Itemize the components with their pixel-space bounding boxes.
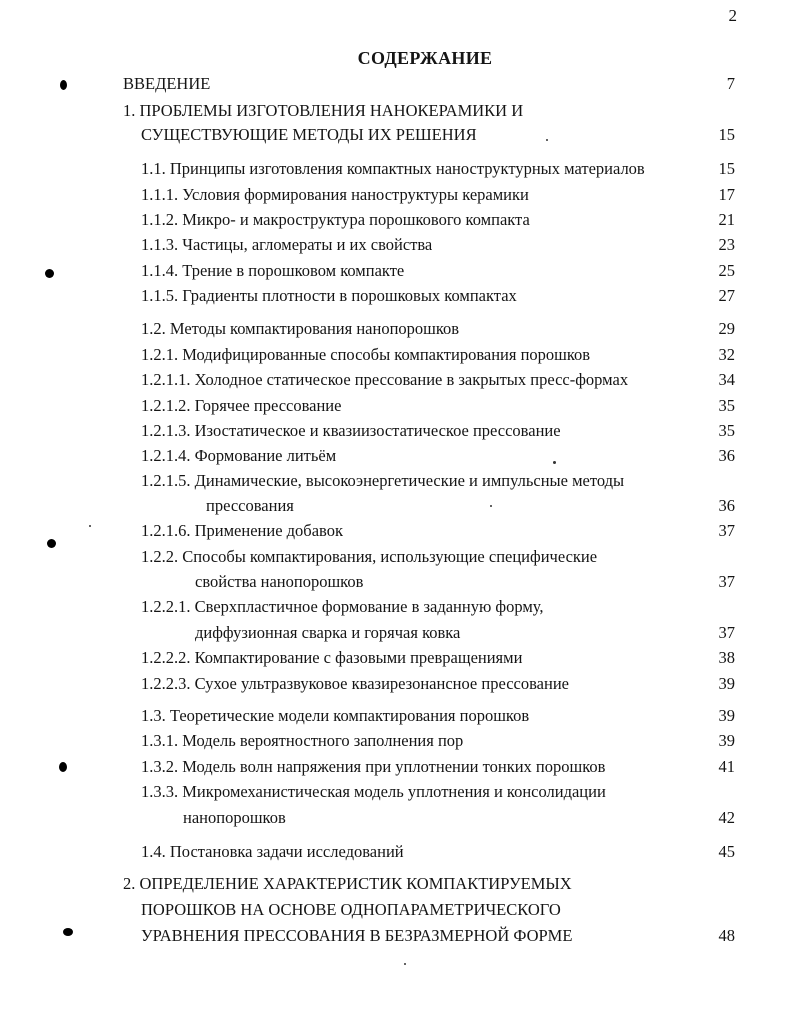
page-title: СОДЕРЖАНИЕ [357, 48, 493, 68]
toc-entry-text: 1.1.3. Частицы, агломераты и их свойства [141, 235, 433, 254]
toc-entry-text: нанопорошков [183, 808, 286, 827]
binder-hole-mark [45, 269, 54, 278]
toc-entry-text: прессования [206, 496, 294, 515]
toc-entry-text: 2. ОПРЕДЕЛЕНИЕ ХАРАКТЕРИСТИК КОМПАКТИРУЕМЫХ [123, 874, 572, 893]
toc-entry-page: 35 [718, 421, 735, 440]
toc-entry-text: 1.1.4. Трение в порошковом компакте [141, 261, 405, 280]
toc-entry-page: 41 [718, 757, 735, 776]
toc-entry-text: свойства нанопорошков [195, 572, 364, 591]
toc-entry-page: 35 [718, 396, 735, 415]
toc-entry-page: 23 [718, 235, 735, 254]
scan-speck [553, 461, 556, 464]
page-number: 2 [728, 6, 737, 25]
toc-entry-page: 27 [718, 286, 735, 305]
toc-entry-text: 1.1. Принципы изготовления компактных наноструктурных материалов [141, 159, 645, 178]
toc-entry-page: 32 [718, 345, 735, 364]
toc-entry-text: 1.2.2.2. Компактирование с фазовыми превращениями [141, 648, 523, 667]
toc-entry-page: 37 [718, 572, 735, 591]
toc-entry-text: 1.2.1.1. Холодное статическое прессование в закрытых пресс-формах [141, 370, 629, 389]
toc-entry-text: 1.3. Теоретические модели компактирования порошков [141, 706, 530, 725]
toc-entry-text: 1.2.2.3. Сухое ультразвуковое квазирезонансное прессование [141, 674, 569, 693]
scan-speck [546, 139, 548, 141]
toc-entry-page: 48 [718, 926, 735, 945]
toc-entry-page: 36 [718, 496, 735, 515]
toc-entry-text: 1.2.2. Способы компактирования, использующие специфические [141, 547, 598, 566]
toc-entry-page: 34 [718, 370, 735, 389]
toc-entry-page: 15 [718, 125, 735, 144]
toc-entry-page: 17 [718, 185, 735, 204]
binder-hole-mark [47, 539, 56, 548]
toc-entry-text: 1.1.1. Условия формирования наноструктуры керамики [141, 185, 529, 204]
binder-hole-mark [59, 762, 67, 772]
binder-hole-mark [60, 80, 67, 90]
toc-entry-page: 42 [718, 808, 735, 827]
toc-entry-text: 1.3.3. Микромеханистическая модель уплотнения и консолидации [141, 782, 606, 801]
toc-entry-text: 1.1.5. Градиенты плотности в порошковых компактах [141, 286, 517, 305]
scan-speck [89, 525, 91, 527]
toc-entry-text: 1.2.1.3. Изостатическое и квазиизостатическое прессование [141, 421, 561, 440]
toc-entry-text: 1.2.1. Модифицированные способы компактирования порошков [141, 345, 591, 364]
toc-entry-text: ВВЕДЕНИЕ [123, 74, 211, 93]
toc-entry-text: СУЩЕСТВУЮЩИЕ МЕТОДЫ ИХ РЕШЕНИЯ [141, 125, 477, 144]
toc-entry-page: 39 [718, 731, 735, 750]
toc-entry-page: 37 [718, 521, 735, 540]
toc-entry-page: 7 [726, 74, 735, 93]
toc-entry-text: 1. ПРОБЛЕМЫ ИЗГОТОВЛЕНИЯ НАНОКЕРАМИКИ И [123, 101, 524, 120]
toc-entry-text: 1.2.2.1. Сверхпластичное формование в заданную форму, [141, 597, 544, 616]
toc-entry-text: 1.2.1.6. Применение добавок [141, 521, 343, 540]
toc-entry-text: ПОРОШКОВ НА ОСНОВЕ ОДНОПАРАМЕТРИЧЕСКОГО [141, 900, 561, 919]
scan-speck [404, 963, 406, 965]
toc-entry-text: 1.2.1.2. Горячее прессование [141, 396, 342, 415]
toc-entry-text: диффузионная сварка и горячая ковка [195, 623, 461, 642]
binder-hole-mark [63, 928, 73, 936]
toc-entry-page: 39 [718, 706, 735, 725]
toc-entry-page: 21 [718, 210, 735, 229]
toc-entry-page: 37 [718, 623, 735, 642]
toc-entry-page: 15 [718, 159, 735, 178]
toc-entry-page: 38 [718, 648, 735, 667]
toc-entry-text: УРАВНЕНИЯ ПРЕССОВАНИЯ В БЕЗРАЗМЕРНОЙ ФОРМЕ [141, 926, 573, 945]
toc-entry-text: 1.2. Методы компактирования нанопорошков [141, 319, 460, 338]
scan-speck [490, 505, 492, 507]
toc-entry-text: 1.2.1.5. Динамические, высокоэнергетические и импульсные методы [141, 471, 625, 490]
toc-entry-page: 29 [718, 319, 735, 338]
toc-entry-text: 1.2.1.4. Формование литьём [141, 446, 337, 465]
toc-entry-text: 1.1.2. Микро- и макроструктура порошкового компакта [141, 210, 530, 229]
toc-entry-page: 36 [718, 446, 735, 465]
toc-entry-page: 25 [718, 261, 735, 280]
toc-entry-text: 1.3.1. Модель вероятностного заполнения пор [141, 731, 464, 750]
toc-entry-text: 1.4. Постановка задачи исследований [141, 842, 404, 861]
toc-entry-page: 45 [718, 842, 735, 861]
toc-entry-page: 39 [718, 674, 735, 693]
toc-entry-text: 1.3.2. Модель волн напряжения при уплотнении тонких порошков [141, 757, 606, 776]
